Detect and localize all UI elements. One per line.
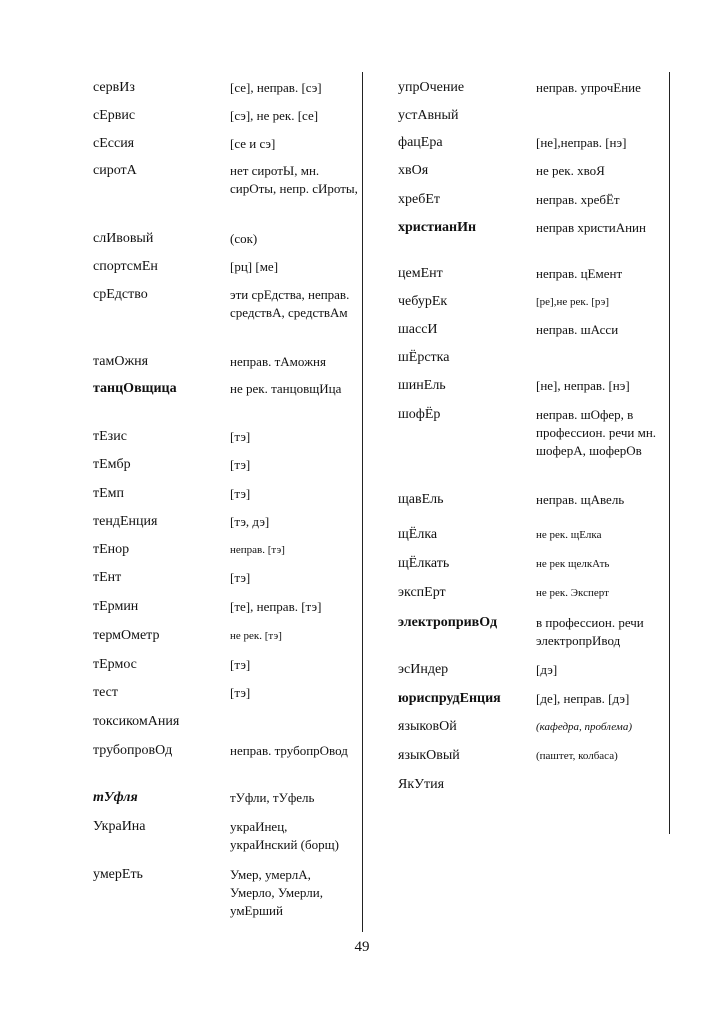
usage-note: неправ. [тэ] [230,544,285,556]
headword: щЁлкать [398,556,450,571]
usage-note: (паштет, колбаса) [536,750,618,762]
usage-note: [се и сэ] [230,136,276,151]
headword: христианИн [398,220,477,235]
headword: хвОя [398,163,429,178]
headword: щЁлка [398,527,438,542]
usage-note: [те], неправ. [тэ] [230,599,322,614]
usage-note: [тэ] [230,657,251,672]
usage-note: [тэ] [230,486,251,501]
headword: танцОвщица [93,381,177,396]
usage-note: неправ христиАнин [536,220,646,235]
headword: умерЕть [93,867,143,882]
headword: сиротА [93,163,137,178]
headword: тЕмп [93,486,125,501]
usage-note: неправ. трубопрОвод [230,743,348,758]
headword: цемЕнт [398,266,443,281]
headword: шофЁр [398,407,441,422]
usage-note: украИнец, украИнский (борщ) [230,819,339,852]
page-number: 49 [354,939,370,955]
headword: языковОй [398,719,457,734]
left-column-rule [362,72,363,932]
usage-note: в профессион. речи электропрИвод [536,615,644,648]
headword: электропривОд [398,615,498,630]
headword: спортсмЕн [93,259,158,274]
usage-note: не рек. танцовщИца [230,381,342,396]
headword: сЕссия [93,136,135,151]
headword: сервИз [93,80,135,95]
headword: тЕнт [93,570,122,585]
headword: тЕнор [93,542,130,557]
headword: хребЕт [398,192,441,207]
headword: УкраИна [93,819,146,834]
headword: шинЕль [398,378,446,393]
headword: тЕмбр [93,457,131,472]
headword: термОметр [93,628,160,643]
usage-note: [тэ] [230,457,251,472]
headword: тендЕнция [93,514,158,529]
usage-note: не рек. щЕлка [536,529,602,541]
usage-note: неправ. цЕмент [536,266,623,281]
headword: сЕрвис [93,108,136,123]
headword: трубопровОд [93,743,173,758]
right-column-rule [669,72,670,834]
usage-note: тУфли, тУфель [230,790,315,805]
headword: тЕзис [93,429,127,444]
usage-note: не рек. [тэ] [230,630,282,642]
usage-note: неправ. щАвель [536,492,625,507]
usage-note: неправ. тАможня [230,354,326,369]
usage-note: [се], неправ. [сэ] [230,80,322,95]
headword: токсикомАния [93,714,180,729]
headword: ЯкУтия [398,777,445,792]
headword: упрОчение [398,80,465,95]
headword: шЁрстка [398,350,450,365]
usage-note: [тэ] [230,429,251,444]
headword: щавЕль [398,492,444,507]
usage-note: (кафедра, проблема) [536,721,632,733]
usage-note: [не],неправ. [нэ] [536,135,627,150]
usage-note: эти срЕдства, неправ. средствА, средствАм [230,287,350,320]
usage-note: [де], неправ. [дэ] [536,691,630,706]
headword: тУфля [93,790,138,805]
usage-note: неправ. упрочЕние [536,80,641,95]
usage-note: [тэ, дэ] [230,514,270,529]
headword: устАвный [398,108,459,123]
usage-note: не рек. хвоЯ [536,163,605,178]
usage-note: Умер, умерлА, Умерло, Умерли, умЕрший [230,867,323,918]
usage-note: [ре],не рек. [рэ] [536,296,610,308]
headword: тест [93,685,119,700]
headword: тамОжня [93,354,149,369]
usage-note: [тэ] [230,570,251,585]
usage-note: [не], неправ. [нэ] [536,378,630,393]
usage-note: неправ. хребЁт [536,192,620,207]
usage-note: не рек. Эксперт [536,587,609,599]
usage-note: [дэ] [536,662,558,677]
headword: шассИ [398,322,438,337]
usage-note: (сок) [230,231,258,246]
headword: фацЕра [398,135,443,150]
usage-note: [сэ], не рек. [се] [230,108,319,123]
usage-note: неправ. шОфер, в профессион. речи мн. шоферА, шоферОв [536,407,657,458]
usage-note: [рц] [ме] [230,259,279,274]
headword: эсИндер [398,662,449,677]
usage-note: [тэ] [230,685,251,700]
usage-note: неправ. шАсси [536,322,619,337]
headword: чебурЕк [398,294,448,309]
headword: юриспрудЕнция [398,691,501,706]
headword: слИвовый [93,231,154,246]
headword: экспЕрт [398,585,446,600]
headword: тЕрмос [93,657,137,672]
headword: языкОвый [398,748,460,763]
headword: срЕдство [93,287,148,302]
usage-note: не рек щелкАть [536,558,610,570]
usage-note: нет сиротЫ, мн. сирОты, непр. сИроты, [230,163,358,196]
headword: тЕрмин [93,599,139,614]
